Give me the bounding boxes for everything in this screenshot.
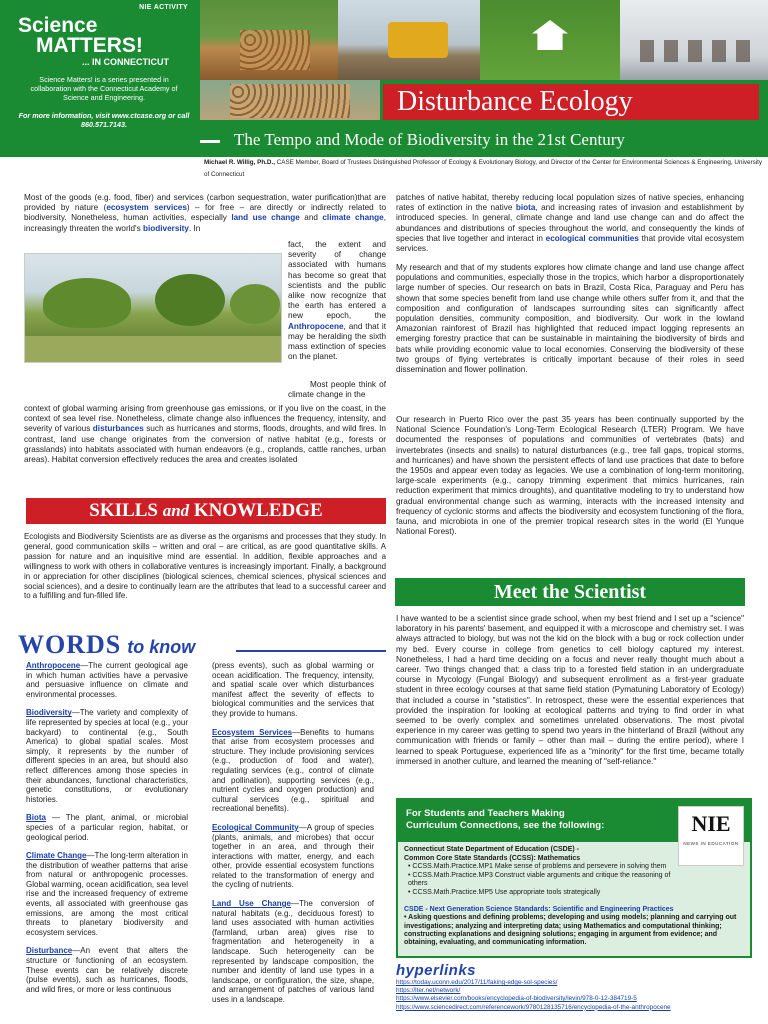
intro-text: , increasingly threaten the world's [24,213,386,233]
curriculum-connections-box [396,798,752,958]
nie-activity-label: NIE ACTIVITY [139,4,188,11]
glossary-definition: —An event that alters the structure or functioning of an ecosystem. These events can be relatively discrete (pulse events), such as hurricanes, floods, and wild fires, or more or less continuous [26,946,188,994]
curriculum-header-line: For Students and Teachers Making [406,808,565,819]
hyperlinks-title: hyperlinks [396,962,477,979]
glossary-term: Ecosystem Services [212,727,293,737]
research-text: patches of native habitat, thereby reducing local population sizes of native species, enhancing rates of extinction in the native [396,193,744,213]
intro-text: and [299,213,323,223]
skills-knowledge-banner [26,498,386,524]
banner-word: KNOWLEDGE [189,500,323,521]
ccss-bullet: • CCSS.Math.Practice.MP1 Make sense of problems and persevere in solving them [408,863,667,871]
brand-description: Science Matters! is a series presented in collaboration with the Connecticut Academy of Science and Engineering. [30,75,178,102]
land-use-change-term: land use change [231,213,300,223]
research-text: , and increasing rates of invasion and establishment by introduced species. In general, climate change and land use change can and do affect the abundances and distributions of species throughout the world, and consequently the kinds of species that live together and interact in [396,203,744,243]
glossary-entry [26,661,188,699]
lumber-photo [200,0,338,80]
glossary-definition: —The long-term alteration in the distribution of weather patterns that arise from natural or anthropogenic processes. Global warming, ocean acidification, sea level rise and the increased frequency of extreme events, all associated with greenhouse gas emissions, are among the most critical threats to planetary biodiversity and ecosystem services. [26,851,188,937]
author-name: Michael R. Willig, Ph.D., [204,159,275,166]
ccss-bullet: • CCSS.Math.Practice.MP5 Use appropriate tools strategically [408,888,601,896]
glossary-column-1 [26,661,188,1003]
anthropocene-term: Anthropocene [288,321,344,331]
house-icon-photo [480,0,620,80]
glossary-entry [26,813,188,842]
research-text: that provide vital ecosystem services. [396,233,744,254]
brand-matters: MATTERS! [36,34,143,57]
ccss-bullet: • CCSS.Math.Practice.MP3 Construct viable arguments and critique the reasoning of others [408,871,671,888]
glossary-term: Climate Change [26,851,87,861]
ccss-title: Connecticut State Department of Education (CSDE) - [404,846,580,853]
nie-logo-text: NIE [691,811,731,836]
words-heading-word: WORDS [18,630,122,659]
author-affiliation: CASE Member, Board of Trustees Distinguished Professor of Ecology & Evolutionary Biology, and Director of the Center for Environmental Sciences & Engineering, University of Connecticut [204,159,763,178]
intro-text: , and that it may be heralding the sixth mass extinction of species on the planet. [288,321,386,362]
glossary-term: Anthropocene [26,661,81,670]
bulldozer-photo [338,0,480,80]
intro-text: such as hurricanes and storms, floods, droughts, and wild fires. In contrast, land use change originates from the conversion of native habitat (e.g., forests or grasslands) into habitats associated with human endeavors (e.g., croplands, cattle ranches, urban areas). Habitat conversion effectively reduces the area and creates isolated [24,424,386,465]
nie-logo-subtext: NEWS IN EDUCATION [683,841,739,846]
header-banner [0,0,768,157]
glossary-entry [26,946,188,994]
tree-crown [43,278,131,328]
hyperlinks-section [396,962,752,1018]
ccss-standards [404,846,684,898]
climate-change-term: climate change [322,213,384,223]
glossary-definition: — The plant, animal, or microbial species of a particular region, habitat, or geological period. [26,813,188,842]
intro-text: Most of the goods (e.g. food, fiber) and services (carbon sequestration, water purification)that are provided by nature ( [24,193,386,213]
banner-word: SKILLS [89,500,163,521]
biodiversity-term: biodiversity [142,223,189,233]
intro-wrap-text-2: Most people think of climate change in the [288,380,386,400]
nie-logo [678,806,744,866]
brand-connecticut: ... IN CONNECTICUT [82,57,169,67]
tree-crown [155,274,225,326]
savanna-trees-photo [24,253,282,363]
logging-photo [200,80,380,120]
glossary-definition: —The variety and complexity of life represented by species at local (e.g., your backyard) to continental (e.g., South America) to global spatial scales. Most simply, it represents by the number of different species in an area, but should also reflect differences among those species in their abundances, functional characteristics, genetic constitutions, or evolutionary histories. [26,708,188,804]
hyperlink[interactable]: https://today.uconn.edu/2017/11/faking-edge-sol-species/ [396,979,558,986]
intro-paragraph-2 [24,404,386,465]
glossary-entry [212,899,374,1005]
hyperlink[interactable]: https://www.elsevier.com/books/encyclopedia-of-biodiversity/levin/978-0-12-384719-5 [396,995,637,1003]
intro-text: ) – for free – are directly or indirectly related to biodiversity. Nonetheless, human activities, especially [24,203,387,223]
hyperlink[interactable]: https://www.sciencedirect.com/referencework/9780128135716/encyclopedia-of-the-anthropocene [396,1003,671,1011]
intro-wrap-text [288,240,386,362]
glossary-entry [212,728,374,814]
ngss-title: CSDE - Next Generation Science Standards: Scientific and Engineering Practices [404,906,674,913]
disturbances-term: disturbances [92,424,144,434]
grassland [25,336,282,363]
words-heading-rule [236,650,386,652]
glossary-definition: —The conversion of natural habitats (e.g., deciduous forest) to land uses associated with human activities (farmland, urban area) gives rise to fragmentation and heterogeneity in a landscape. Such heterogeneity can be represented by landscape composition, the number and identity of land use types in a landscape, or configuration, the size, shape, and arrangement of patches of various land uses in a landscape. [212,899,374,1004]
page-subtitle [200,127,768,153]
skills-text: Ecologists and Biodiversity Scientists are as diverse as the organisms and processes that they study. In general, good communication skills – written and oral – are critical, as are good quantitative skills. A passion for nature and an inquisitive mind are essential. In addition, flexible approaches and a willingness to work with others in collaborative ventures is increasingly important. Finally, a background in or appreciation for other disciplines (biological sciences, chemical sciences, physical sciences and social sciences), and a desire to continually learn are the attributes that lead to a successful career and to a fulfilling and fun-filled life. [24,532,386,601]
subtitle-dash [200,140,220,143]
words-to-know-heading [18,630,195,658]
glossary-definition: —The current geological age in which human activities have a pervasive and persuasive influence on climate and environmental processes. [26,661,188,699]
intro-text: context of global warming arising from greenhouse gas emissions, or if you live on the coast, in the context of sea level rise. Nonetheless, climate change also influences the frequency, intensity, and severity of various [24,404,386,434]
science-matters-brand [0,0,200,157]
glossary-column-2 [212,661,374,1014]
ecosystem-services-term: ecosystem services [106,203,187,213]
wolves-photo [620,0,768,80]
glossary-entry [26,851,188,937]
ngss-standards [404,906,748,947]
glossary-term: Land Use Change [212,899,291,909]
banner-word: and [162,501,190,520]
glossary-term: Disturbance [26,946,73,956]
intro-paragraph-1 [24,193,386,234]
hyperlink[interactable]: https://lter.net/network/ [396,987,461,995]
scientist-biography: I have wanted to be a scientist since grade school, when my best friend and I set up a "science" laboratory in his parents' basement, and equipped it with a microscope and chemistry set. I was always attracted to biology, but was not the kid on the block with a bug or rock collection under my bed. Every course in college from genetics to cell biology captured my interest. Nonetheless, I had a hard time deciding on a focus and never really thought much about a career. Two things changed that: a class trip to a forested field station in an undergraduate course in Mycology (Fungal Biology) and subsequent enrollment as a first-year graduate student in three ecology courses at that same field station (Pymatuning Laboratory of Ecology) that included a course in "statistics". In retrospect, these were the essential experiences that provided the inspiration for looking at ecological patterns and trying to find order in what seemed to be overly complex and sometimes unrelated observations. The most pivotal experience in my career was getting to spend two years in the hinterland of Brazil (without any communication with friends or family – other than mail – during the entire period), where I learned to speak Portuguese, experienced life as a "minority" for the first time, became totally immersed in another culture, and learned the meaning of "self-reliance." [396,614,744,766]
glossary-entry [26,708,188,804]
subtitle-text: The Tempo and Mode of Biodiversity in the 21st Century [234,130,625,149]
research-paragraph-1 [396,193,744,254]
glossary-definition: —A group of species (plants, animals, and microbes) that occur together in an area, and through their interactions with matter, energy, and each other, provide essential ecosystem functions related to the transformation of energy and the cycling of nutrients. [212,822,374,890]
words-heading-toknow: to know [127,637,196,657]
intro-text: . In [188,223,201,233]
header-photo-strip [200,0,768,80]
glossary-entry [212,823,374,890]
glossary-definition: —Benefits to humans that arise from ecosystem processes and structure. They include provisioning services (e.g., production of food and water), regulating services (e.g., control of climate and pollination), supporting services (e.g., nutrient cycles and oxygen production) and cultural services (e.g., spiritual and recreational benefits). [212,727,375,814]
curriculum-header-line: Curriculum Connections, see the following: [406,820,605,831]
ccss-title: Common Core State Standards (CCSS): Mathematics [404,854,581,862]
glossary-term: Biodiversity [26,708,72,718]
glossary-term: Ecological Community [212,822,299,832]
research-paragraph-3: Our research in Puerto Rico over the past 35 years has been continually supported by the National Science Foundation's Long-Term Ecological Research (LTER) Program. We have documented the responses of populations and communities of vertebrates (bats) and invertebrates (insects and snails) to natural disturbances (e.g., tree fall gaps, tropical storms, and hurricanes) and have shown the persistent effects of land use practices that date to before the 1950s and appear even today as legacies. We use a combination of long-term monitoring, large-scale experiments (e.g., canopy trimming experiment that mimics hurricanes, rain reduction experiment that mimics droughts), and quantitative modeling to try to understand how gradual environmental change such as warming, interacts with the increased intensity and frequency of cyclonic storms and affects the biodiversity and ecosystem functioning of the flora, fauna, and microbiota in one of the premier tropical research sites in the world (El Yunque National Forest). [396,415,744,537]
ngss-text: • Asking questions and defining problems; developing and using models; planning and carrying out investigations; analyzing and interpreting data; using Mathematics and computational thinking; constructing explanations and designing solutions; engaging in argument from evidence; and obtaining, evaluating, and communicating information. [404,914,737,947]
intro-text: fact, the extent and severity of change associated with humans has become so great that scientists and the public alike now recognize that the earth has entered a new epoch, the [288,240,386,321]
biota-term: biota [515,203,536,213]
research-paragraph-2: My research and that of my students explores how climate change and land use change affect populations and communities, especially those in the tropics, which harbor a disproportionately large number of species. Our research on bats in Brazil, Costa Rica, Paraguay and Peru has shown that some species benefit from land use change while others suffer from it, and that the composition and configuration of landscapes surrounding sites can significantly affect population densities, community composition, and biodiversity. Our work in the lowland Amazonian rainforest of Brazil has highlighted that reduced impact logging represents an emerging forestry practice that can be sustainable in maintaining the biodiversity of birds and bats while providing economic value to local economies. Conserving the biodiversity of these two groups of flying vertebrates is critically important because of their roles in seed dissemination and flower pollination. [396,263,744,375]
meet-the-scientist-banner: Meet the Scientist [395,578,745,606]
brand-contact-info: For more information, visit www.ctcase.org or call 860.571.7143. [18,111,190,129]
glossary-term: Biota [26,813,46,823]
author-byline [0,157,768,178]
page-title: Disturbance Ecology [383,84,759,120]
ecological-communities-term: ecological communities [545,233,639,243]
brand-science: Science [18,14,98,37]
glossary-continued: (press events), such as global warming or ocean acidification. The frequency, intensity, and spatial scale over which disturbances manifest affect the severity of effects to biological communities and the services that they provide to humans. [212,661,374,718]
tree-crown [230,284,280,324]
